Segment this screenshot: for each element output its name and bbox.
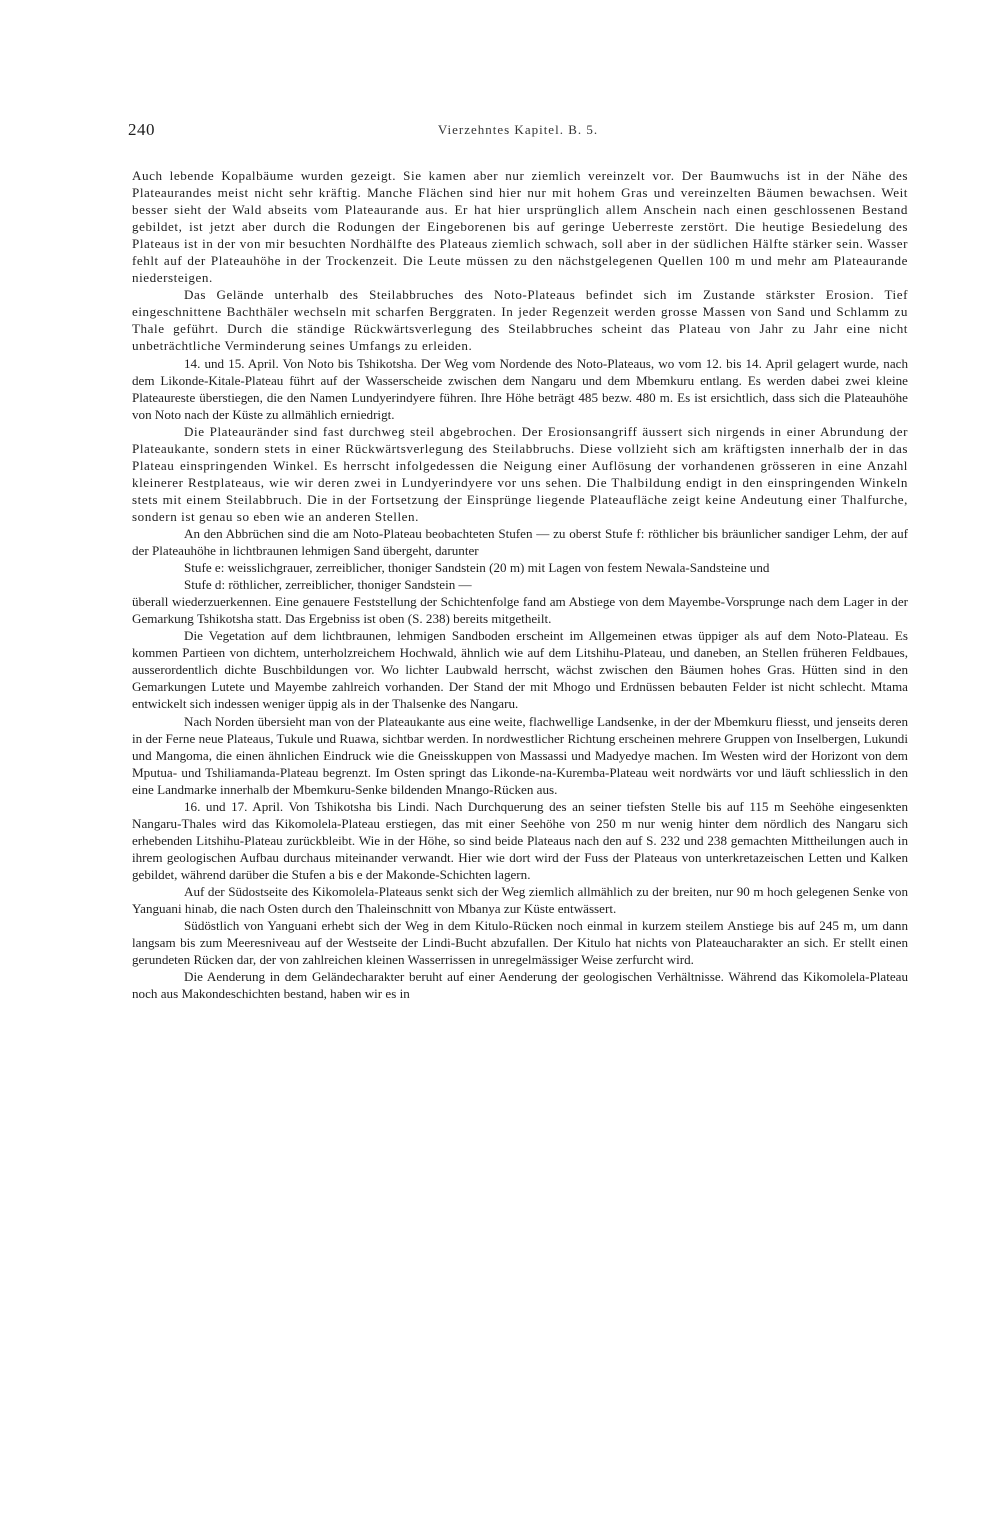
paragraph-kopal-trees: Auch lebende Kopalbäume wurden gezeigt. Sie kamen aber nur ziemlich vereinzelt vor. Der Baumwuchs ist in der Nähe des Plateaurandes meist nicht sehr kräftig. Manche Flächen sind hier nur mit hohem Gras und vereinzelten Bäumen bewachsen. Weit besser sieht der Wald abseits vom Plateaurande aus. Er hat hier ursprünglich allem Anschein nach einen geschlossenen Bestand gebildet, ist jetzt aber durch die Rodungen der Eingeborenen bis auf geringe Ueberreste zerstört. Die heutige Besiedelung des Plateaus ist in der von mir besuchten Nordhälfte des Plateaus ziemlich schwach, soll aber in der südlichen Hälfte stärker sein. Wasser fehlt auf der Plateauhöhe in der Trockenzeit. Die Leute müssen zu den nächstgelegenen Quellen 100 m und mehr am Plateaurande niedersteigen. bbox=[132, 168, 908, 286]
paragraph-kitulo: Südöstlich von Yanguani erhebt sich der Weg in dem Kitulo-Rücken noch einmal in kurzem steilem Anstiege bis auf 245 m, um dann langsam bis zum Meeresniveau auf der Westseite der Lindi-Bucht abzufallen. Der Kitulo hat nichts von Plateaucharakter an sich. Er stellt einen gerundeten Rücken dar, der von zahlreichen kleinen Wasserrissen in unregelmässiger Weise zerfurcht wird. bbox=[132, 918, 908, 968]
paragraph-stufe-d: Stufe d: röthlicher, zerreiblicher, thoniger Sandstein — bbox=[184, 577, 472, 593]
paragraph-vegetation: Die Vegetation auf dem lichtbraunen, lehmigen Sandboden erscheint im Allgemeinen etwas üppiger als auf dem Noto-Plateau. Es kommen Partieen von dichtem, unterholzreichem Hochwald, ähnlich wie auf dem Litshihu-Plateau, und daneben, an Stellen früheren Feldbaues, ausserordentlich dichte Buschbildungen vor. Wo lichter Laubwald herrscht, wächst zwischen den Bäumen hohes Gras. Hütten sind in den Gemarkungen Lutete und Mayembe zahlreich vorhanden. Der Stand der mit Mhogo und Erdnüssen bebauten Felder ist nicht schlecht. Mtama entwickelt sich indessen weniger üppig als in der Thalsenke des Nangaru. bbox=[132, 628, 908, 712]
paragraph-april-14-15: 14. und 15. April. Von Noto bis Tshikotsha. Der Weg vom Nordende des Noto-Plateaus, wo vom 12. bis 14. April gelagert wurde, nach dem Likonde-Kitale-Plateau führt auf der Wasserscheide zwischen dem Nangaru und dem Mbemkuru entlang. Es werden dabei zwei kleine Plateaureste überstiegen, die den Namen Lundyerindyere führen. Ihre Höhe beträgt 485 bezw. 480 m. Es ist ersichtlich, dass sich die Plateauhöhe von Noto nach der Küste zu allmählich erniedrigt. bbox=[132, 355, 908, 422]
paragraph-plateau-edges: Die Plateauränder sind fast durchweg steil abgebrochen. Der Erosionsangriff äussert sich nirgends in einer Abrundung der Plateaukante, sondern stets in einer Rückwärtsverlegung des Steilabbruchs. Diese vollzieht sich am kräftigsten innerhalb der in das Plateau einspringenden Winkel. Es herrscht infolgedessen die Neigung einer Auflösung der vorhandenen grösseren in eine Anzahl kleinerer Restplateaus, wie wir deren zwei in Lundyerindyere vor uns sehen. Die Thalbildung endigt in den einspringenden Winkeln stets mit einem Steilabbruch. Die in der Fortsetzung der Einsprünge liegende Plateaufläche zeigt keine Andeutung einer Thalfurche, sondern ist genau so eben wie an anderen Stellen. bbox=[132, 423, 908, 524]
paragraph-geology-change: Die Aenderung in dem Geländecharakter beruht auf einer Aenderung der geologischen Verhältnisse. Während das Kikomolela-Plateau noch aus Makondeschichten bestand, haben wir es in bbox=[132, 969, 908, 1002]
paragraph-steps: An den Abbrüchen sind die am Noto-Plateau beobachteten Stufen — zu oberst Stufe f: röthlicher bis bräunlicher sandiger Lehm, der auf der Plateauhöhe in lichtbraunen lehmigen Sand übergeht, darunter bbox=[132, 525, 908, 559]
paragraph-stufe-e: Stufe e: weisslichgrauer, zerreiblicher, thoniger Sandstein (20 m) mit Lagen von festem Newala-Sandsteine und bbox=[184, 560, 770, 576]
body-text bbox=[132, 167, 908, 1002]
paragraph-kikomolela: Auf der Südostseite des Kikomolela-Plateaus senkt sich der Weg ziemlich allmählich zu der breiten, nur 90 m hoch gelegenen Senke von Yanguani hinab, die nach Osten durch den Thaleinschnitt von Mbanya zur Küste entwässert. bbox=[132, 883, 908, 917]
paragraph-stratigraphy: überall wiederzuerkennen. Eine genauere Feststellung der Schichtenfolge fand am Abstiege von dem Mayembe-Vorsprunge nach dem Lager in der Gemarkung Tshikotsha statt. Das Ergebniss ist oben (S. 238) bereits mitgetheilt. bbox=[132, 594, 908, 627]
running-head: Vierzehntes Kapitel. B. 5. bbox=[437, 122, 599, 137]
paragraph-april-16-17: 16. und 17. April. Von Tshikotsha bis Lindi. Nach Durchquerung des an seiner tiefsten Stelle bis auf 115 m Seehöhe eingesenkten Nangaru-Thales wird das Kikomolela-Plateau erstiegen, das mit einer Seehöhe von 250 m nur wenig hinter dem nördlich des Nangaru sich erhebenden Litshihu-Plateau zurückbleibt. Wie in der Höhe, so sind beide Plateaus nach den auf S. 232 und 238 gemachten Mittheilungen auch in ihrem geologischen Aufbau durchaus miteinander verwandt. Hier wie dort wird der Fuss der Plateaus von unterkretazeischen Letten und Kalken gebildet, während darüber die Stufen a bis e der Makonde-Schichten lagern. bbox=[132, 798, 908, 882]
page-number: 240 bbox=[128, 120, 155, 139]
paragraph-view-north: Nach Norden übersieht man von der Plateaukante aus eine weite, flachwellige Landsenke, in der der Mbemkuru fliesst, und jenseits deren in der Ferne neue Plateaus, Tukule und Ruawa, sichtbar werden. In nordwestlicher Richtung erscheinen mehrere Gruppen von Inselbergen, Lukundi und Mangoma, die einen ähnlichen Eindruck wie die Gneisskuppen von Massassi und Madyedye machen. Im Westen wird der Horizont von dem Mputua- und Tshiliamanda-Plateau begrenzt. Im Osten springt das Likonde-na-Kuremba-Plateau weit nordwärts vor und läuft schliesslich in den eine Landmarke innerhalb der Mbemkuru-Senke bildenden Mnango-Rücken aus. bbox=[132, 713, 908, 797]
paragraph-erosion: Das Gelände unterhalb des Steilabbruches des Noto-Plateaus befindet sich im Zustande stärkster Erosion. Tief eingeschnittene Bachthäler wechseln mit scharfen Berggraten. In jeder Regenzeit werden grosse Massen von Sand und Schlamm zu Thale geführt. Durch die ständige Rückwärtsverlegung des Steilabbruches scheint das Plateau von Jahr zu Jahr eine nicht unbeträchtliche Verminderung seines Umfangs zu erleiden. bbox=[132, 287, 908, 354]
page-header bbox=[128, 120, 908, 144]
